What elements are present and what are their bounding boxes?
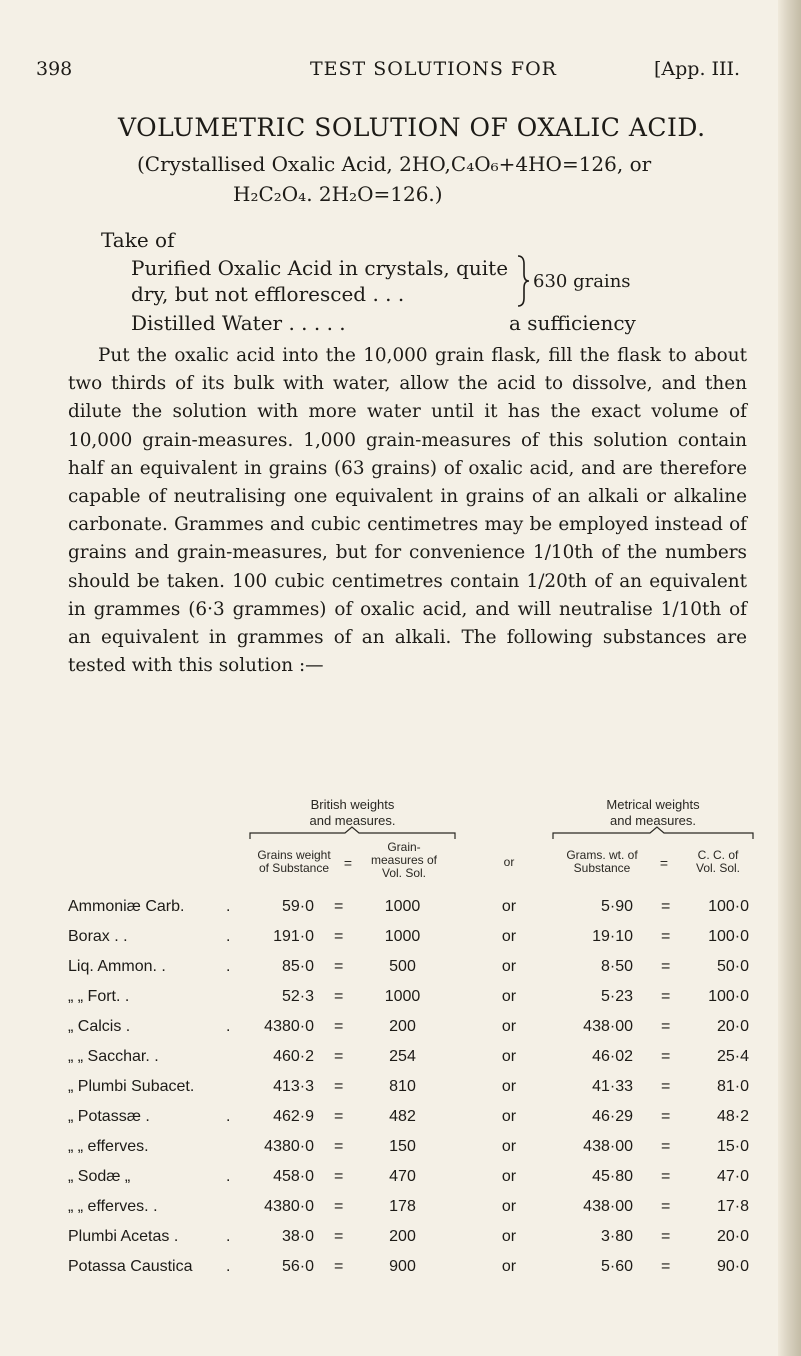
row-grams: 5·23 <box>600 988 633 1005</box>
row-equals: = <box>334 988 344 1005</box>
row-grams: 46·02 <box>592 1048 633 1065</box>
row-or: or <box>501 1138 517 1155</box>
row-grains: 4380·0 <box>264 1198 314 1215</box>
row-measures: 810 <box>389 1078 416 1095</box>
row-measures: 1000 <box>384 928 421 945</box>
row-grams: 438·00 <box>583 1198 633 1215</box>
row-leader: . <box>226 1228 231 1245</box>
row-substance: Ammoniæ Carb. <box>68 898 185 915</box>
row-measures: 200 <box>389 1018 416 1035</box>
row-equals: = <box>334 1108 344 1125</box>
row-grains: 460·2 <box>273 1048 314 1065</box>
row-measures: 178 <box>389 1198 416 1215</box>
row-equals: = <box>661 958 671 975</box>
header-equals-1: = <box>343 855 353 871</box>
row-grams: 45·80 <box>592 1168 633 1185</box>
row-equals: = <box>661 1198 671 1215</box>
row-measures: 900 <box>389 1258 416 1275</box>
row-cc: 20·0 <box>716 1228 749 1245</box>
row-substance: Liq. Ammon. . <box>68 958 166 975</box>
row-equals: = <box>661 1168 671 1185</box>
row-equals: = <box>661 1228 671 1245</box>
row-leader: . <box>226 1258 231 1275</box>
row-grams: 19·10 <box>592 928 633 945</box>
take-of-label: Take of <box>101 228 175 252</box>
row-measures: 482 <box>389 1108 416 1125</box>
formula-line-1: (Crystallised Oxalic Acid, 2HO,C₄O₆+4HO=126, or <box>137 152 652 176</box>
row-measures: 254 <box>389 1048 416 1065</box>
row-leader: . <box>226 898 231 915</box>
table-row <box>0 1198 778 1228</box>
row-or: or <box>501 1108 517 1125</box>
row-equals: = <box>661 898 671 915</box>
ingredient-oxalic-acid-line-2: dry, but not effloresced . . . <box>131 282 405 306</box>
row-or: or <box>501 1048 517 1065</box>
row-measures: 200 <box>389 1228 416 1245</box>
row-grains: 56·0 <box>281 1258 314 1275</box>
table-row <box>0 988 778 1018</box>
table-row <box>0 958 778 988</box>
section-heading: VOLUMETRIC SOLUTION OF OXALIC ACID. <box>118 113 706 142</box>
row-equals: = <box>334 1018 344 1035</box>
row-leader: . <box>226 928 231 945</box>
row-cc: 20·0 <box>716 1018 749 1035</box>
row-grains: 4380·0 <box>264 1138 314 1155</box>
ingredient-oxalic-acid-quantity: 630 grains <box>533 271 631 292</box>
row-equals: = <box>661 1138 671 1155</box>
column-header-measures: Grain- measures of Vol. Sol. <box>370 840 438 880</box>
row-measures: 150 <box>389 1138 416 1155</box>
table-row <box>0 1228 778 1258</box>
row-substance: „ Plumbi Subacet. <box>68 1078 195 1095</box>
header-or: or <box>503 855 515 869</box>
row-equals: = <box>334 1078 344 1095</box>
row-equals: = <box>661 1048 671 1065</box>
row-substance: „ „ efferves. <box>68 1138 149 1155</box>
page-number: 398 <box>36 58 73 80</box>
row-leader: . <box>226 1018 231 1035</box>
row-cc: 100·0 <box>708 988 749 1005</box>
row-cc: 47·0 <box>716 1168 749 1185</box>
row-or: or <box>501 958 517 975</box>
row-measures: 470 <box>389 1168 416 1185</box>
row-grains: 38·0 <box>281 1228 314 1245</box>
row-or: or <box>501 1018 517 1035</box>
row-or: or <box>501 1078 517 1095</box>
row-grains: 413·3 <box>273 1078 314 1095</box>
row-leader: . <box>226 1168 231 1185</box>
row-grams: 438·00 <box>583 1138 633 1155</box>
table-row <box>0 1258 778 1288</box>
row-grains: 191·0 <box>273 928 314 945</box>
row-equals: = <box>334 1228 344 1245</box>
row-cc: 17·8 <box>716 1198 749 1215</box>
table-row <box>0 1108 778 1138</box>
row-cc: 81·0 <box>716 1078 749 1095</box>
row-equals: = <box>334 928 344 945</box>
ingredient-distilled-water-quantity: a sufficiency <box>509 311 636 335</box>
column-header-grams: Grams. wt. of Substance <box>566 848 638 875</box>
row-equals: = <box>334 898 344 915</box>
row-equals: = <box>334 1198 344 1215</box>
row-equals: = <box>334 958 344 975</box>
row-or: or <box>501 988 517 1005</box>
row-equals: = <box>661 1258 671 1275</box>
row-leader: . <box>226 958 231 975</box>
row-substance: „ „ Sacchar. . <box>68 1048 159 1065</box>
row-cc: 100·0 <box>708 928 749 945</box>
row-equals: = <box>661 1018 671 1035</box>
group-header-metrical: Metrical weights and measures. <box>606 797 700 828</box>
appendix-label: [App. III. <box>654 58 741 80</box>
row-or: or <box>501 928 517 945</box>
row-cc: 48·2 <box>716 1108 749 1125</box>
row-grams: 438·00 <box>583 1018 633 1035</box>
book-spine-edge <box>778 0 801 1356</box>
row-grains: 462·9 <box>273 1108 314 1125</box>
row-equals: = <box>661 928 671 945</box>
row-substance: „ Sodæ „ <box>68 1168 131 1185</box>
british-bracket <box>250 827 455 839</box>
row-grams: 5·60 <box>600 1258 633 1275</box>
row-equals: = <box>334 1258 344 1275</box>
row-equals: = <box>661 988 671 1005</box>
instructions-paragraph: Put the oxalic acid into the 10,000 grain flask, fill the flask to about two thirds of its bulk with water, allow the acid to dissolve, and then dilute the solution with more water until it has the exact volume of 10,000 grain-measures. 1,000 grain-measures of this solution contain half an equivalent in grains (63 grains) of oxalic acid, and are therefore capable of neutralising one equivalent in grains of an alkali or alkaline carbonate. Grammes and cubic centimetres may be employed instead of grains and grain-measures, but for convenience 1/10th of the numbers should be taken. 100 cubic centimetres contain 1/20th of an equivalent in grammes (6·3 grammes) of oxalic acid, and will neutralise 1/10th of an equivalent in grammes of an alkali. The following substances are tested with this solution :— <box>68 345 747 677</box>
row-or: or <box>501 1258 517 1275</box>
ingredient-distilled-water: Distilled Water . . . . . <box>131 311 346 335</box>
row-substance: „ Potassæ . <box>68 1108 150 1125</box>
row-grams: 46·29 <box>592 1108 633 1125</box>
table-row <box>0 1048 778 1078</box>
row-substance: „ „ efferves. . <box>68 1198 158 1215</box>
row-grains: 85·0 <box>281 958 314 975</box>
row-grams: 5·90 <box>600 898 633 915</box>
row-grains: 52·3 <box>281 988 314 1005</box>
ingredient-oxalic-acid-line-1: Purified Oxalic Acid in crystals, quite <box>131 256 509 280</box>
metrical-bracket <box>553 827 753 839</box>
row-cc: 90·0 <box>716 1258 749 1275</box>
row-grams: 8·50 <box>600 958 633 975</box>
group-header-british: British weights and measures. <box>309 797 396 828</box>
row-cc: 50·0 <box>716 958 749 975</box>
row-cc: 100·0 <box>708 898 749 915</box>
row-cc: 25·4 <box>716 1048 749 1065</box>
running-title: TEST SOLUTIONS FOR <box>310 58 557 80</box>
row-grains: 59·0 <box>281 898 314 915</box>
row-substance: „ „ Fort. . <box>68 988 130 1005</box>
row-leader: . <box>226 1108 231 1125</box>
row-equals: = <box>334 1138 344 1155</box>
table-row <box>0 1138 778 1168</box>
row-measures: 1000 <box>384 988 421 1005</box>
header-equals-2: = <box>659 855 669 871</box>
row-substance: Borax . . <box>68 928 128 945</box>
row-or: or <box>501 1228 517 1245</box>
row-substance: „ Calcis . <box>68 1018 131 1035</box>
table-row <box>0 928 778 958</box>
row-or: or <box>501 898 517 915</box>
row-or: or <box>501 1198 517 1215</box>
row-equals: = <box>334 1168 344 1185</box>
table-row <box>0 1078 778 1108</box>
table-row <box>0 898 778 928</box>
row-cc: 15·0 <box>716 1138 749 1155</box>
row-or: or <box>501 1168 517 1185</box>
table-row <box>0 1018 778 1048</box>
row-substance: Potassa Caustica <box>68 1258 193 1275</box>
row-equals: = <box>661 1108 671 1125</box>
formula-line-2: H₂C₂O₄. 2H₂O=126.) <box>233 182 443 206</box>
table-row <box>0 1168 778 1198</box>
row-equals: = <box>661 1078 671 1095</box>
row-grams: 3·80 <box>600 1228 633 1245</box>
row-grams: 41·33 <box>592 1078 633 1095</box>
row-measures: 1000 <box>384 898 421 915</box>
row-measures: 500 <box>389 958 416 975</box>
row-equals: = <box>334 1048 344 1065</box>
row-substance: Plumbi Acetas . <box>68 1228 179 1245</box>
row-grains: 458·0 <box>273 1168 314 1185</box>
column-header-cc: C. C. of Vol. Sol. <box>695 848 741 875</box>
column-header-grains: Grains weight of Substance <box>257 848 331 875</box>
row-grains: 4380·0 <box>264 1018 314 1035</box>
